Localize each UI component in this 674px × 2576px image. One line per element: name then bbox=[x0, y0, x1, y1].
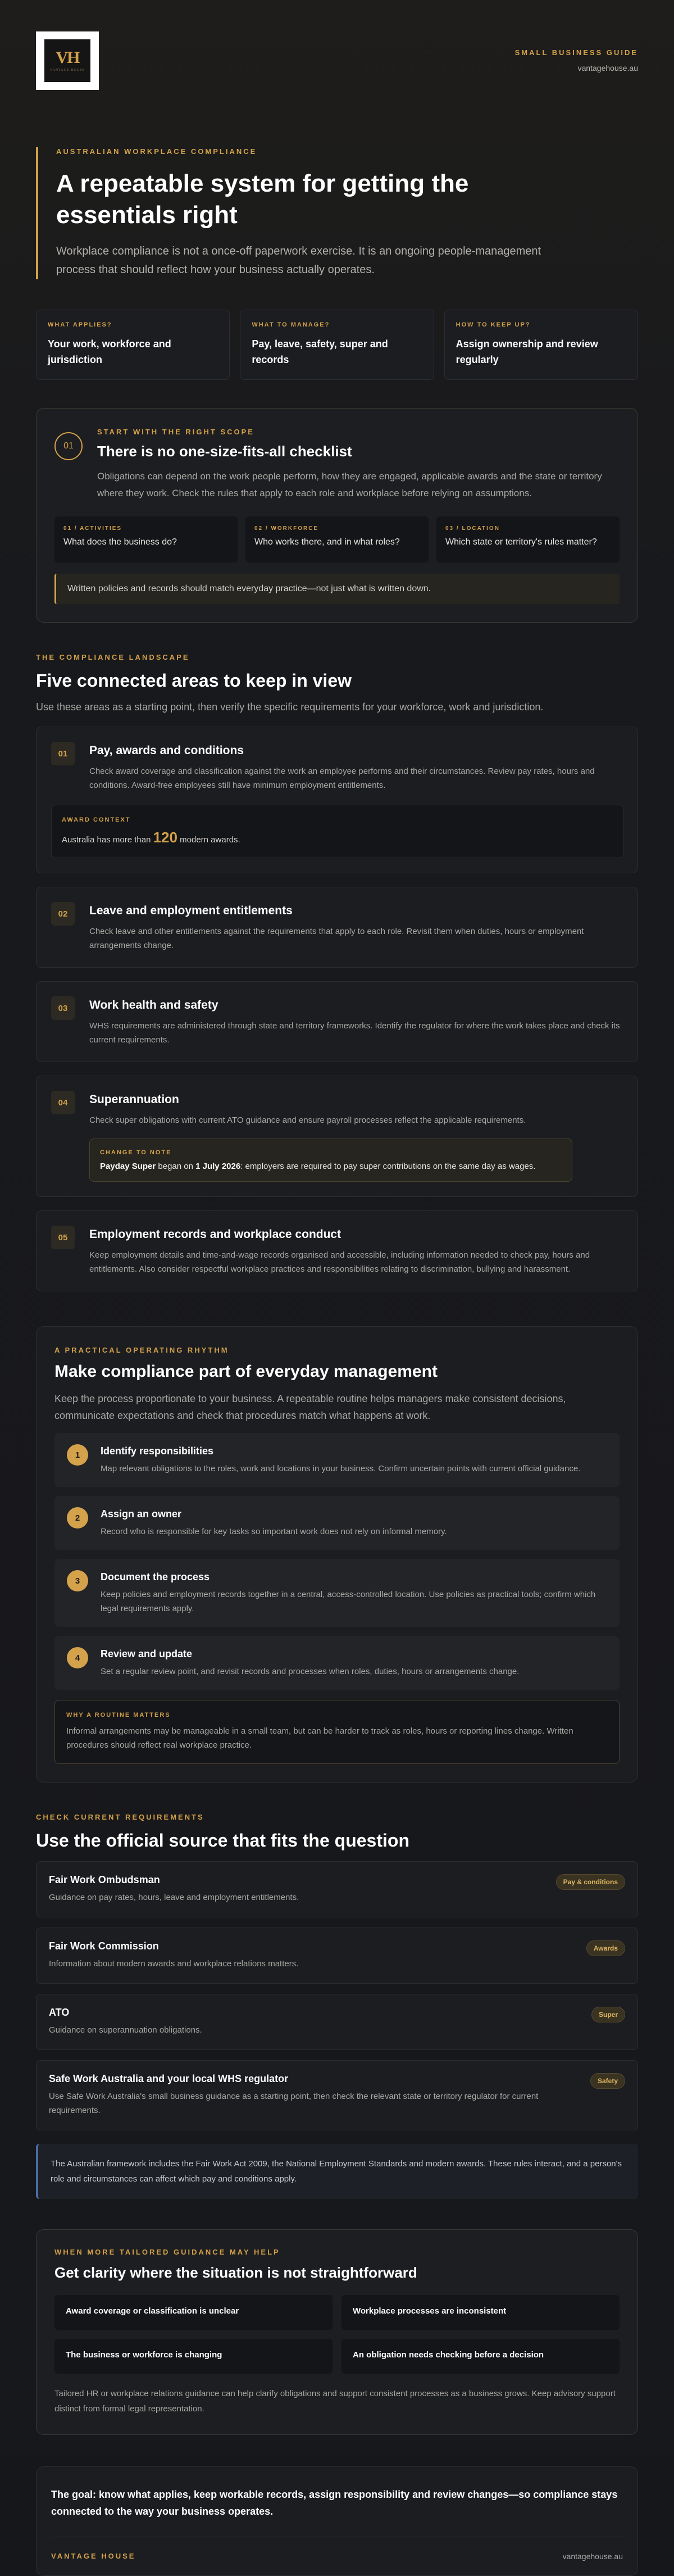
award-count: 120 bbox=[153, 829, 177, 846]
tailored-text: Tailored HR or workplace relations guidance can help clarify obligations and support consistent processes as a business grows. Keep advisory support distinct from formal legal representation. bbox=[54, 2389, 616, 2414]
summary-card-label: HOW TO KEEP UP? bbox=[456, 321, 531, 328]
award-context-text bbox=[62, 829, 613, 846]
step-number: 1 bbox=[67, 1444, 88, 1466]
framework-note: The Australian framework includes the Fair Work Act 2009, the National Employment Standards and modern awards. These rules interact, and a person's role and circumstances can affect which pay and conditions apply. bbox=[36, 2144, 638, 2199]
area-number: 04 bbox=[51, 1091, 75, 1114]
source-badge: Awards bbox=[586, 1940, 625, 1956]
rhythm-panel bbox=[36, 1326, 638, 1783]
area-text: Check super obligations with current ATO guidance and ensure payroll processes reflect the applicable requirements. bbox=[89, 1115, 526, 1125]
change-note-term: Payday Super bbox=[100, 1162, 156, 1171]
tailored-eyebrow: WHEN MORE TAILORED GUIDANCE MAY HELP bbox=[54, 2248, 280, 2256]
area-number: 05 bbox=[51, 1226, 75, 1249]
step-title: Document the process bbox=[101, 1571, 210, 1582]
area-text: Check award coverage and classification against the work an employee performs and their circumstances. Review pay rates, hours and conditions. Award-free employees still have minimum employment entitlements. bbox=[89, 767, 595, 790]
change-note-connector: began on bbox=[156, 1162, 196, 1171]
top-bar bbox=[36, 31, 638, 93]
step-title: Identify responsibilities bbox=[101, 1445, 214, 1457]
rhythm-title: Make compliance part of everyday management bbox=[54, 1362, 438, 1381]
scope-number: 01 bbox=[54, 432, 83, 460]
area-title: Superannuation bbox=[89, 1093, 179, 1106]
scope-eyebrow: START WITH THE RIGHT SCOPE bbox=[97, 428, 254, 436]
area-text: Check leave and other entitlements against the requirements that apply to each role. Revisit them when duties, hours or employment arrangements change. bbox=[89, 927, 584, 950]
logo-mark-icon: VH VANTAGE HOUSE bbox=[44, 39, 90, 82]
area-text: Keep employment details and time-and-wage records organised and accessible, including information needed to check pay, hours and entitlements. Also consider respectful workplace practices and responsibilities relating to discrimination, bullying and harassment. bbox=[89, 1250, 590, 1274]
why-routine bbox=[54, 1700, 620, 1764]
guide-label: SMALL BUSINESS GUIDE bbox=[514, 48, 638, 57]
change-note-label: CHANGE TO NOTE bbox=[100, 1149, 172, 1156]
sources-section bbox=[36, 1813, 638, 2199]
scope-cell bbox=[245, 516, 429, 563]
scope-cell-label: 02 / WORKFORCE bbox=[254, 525, 319, 532]
source-badge: Super bbox=[591, 2007, 625, 2022]
award-context-suffix: modern awards. bbox=[180, 835, 240, 845]
source-text: Guidance on pay rates, hours, leave and employment entitlements. bbox=[49, 1893, 299, 1902]
source-text: Guidance on superannuation obligations. bbox=[49, 2025, 202, 2035]
summary-card-label: WHAT APPLIES? bbox=[48, 321, 112, 328]
landscape-section bbox=[36, 653, 638, 1291]
footer-brand: VANTAGE HOUSE bbox=[51, 2552, 136, 2560]
step-item bbox=[54, 1496, 620, 1550]
award-context bbox=[51, 805, 624, 858]
step-title: Review and update bbox=[101, 1648, 193, 1659]
guide-meta bbox=[515, 31, 638, 72]
footer bbox=[36, 2466, 638, 2576]
step-number: 2 bbox=[67, 1507, 88, 1529]
source-card bbox=[36, 2060, 638, 2130]
area-number: 02 bbox=[51, 902, 75, 926]
scope-panel bbox=[36, 408, 638, 623]
change-note-detail: : employers are required to pay super contributions on the same day as wages. bbox=[240, 1162, 536, 1171]
source-name: Fair Work Commission bbox=[49, 1940, 159, 1952]
scope-head bbox=[54, 428, 620, 502]
source-badge: Safety bbox=[590, 2073, 625, 2089]
area-card bbox=[36, 1210, 638, 1291]
step-text: Keep policies and employment records together in a central, access-controlled location. Use policies as practical tools; confirm which legal requirements apply. bbox=[101, 1590, 596, 1613]
footer-goal: The goal: know what applies, keep workable records, assign responsibility and review changes—so compliance stays connected to the way your business operates. bbox=[51, 2489, 618, 2517]
step-text: Set a regular review point, and revisit records and processes when roles, duties, hours or arrangements change. bbox=[101, 1667, 520, 1676]
step-number: 3 bbox=[67, 1570, 88, 1591]
summary-card bbox=[240, 310, 434, 380]
why-text: Informal arrangements may be manageable in a small team, but can be harder to track as roles, hours or reporting lines change. Written procedures should reflect real workplace practice. bbox=[66, 1726, 573, 1750]
area-title: Pay, awards and conditions bbox=[89, 744, 244, 757]
scope-cell-label: 03 / LOCATION bbox=[445, 525, 500, 532]
area-number: 01 bbox=[51, 742, 75, 765]
summary-card-value: Your work, workforce and jurisdiction bbox=[48, 338, 171, 365]
summary-card bbox=[36, 310, 230, 380]
source-text: Use Safe Work Australia's small business guidance as a starting point, then check the relevant state or territory regulator for current requirements. bbox=[49, 2092, 539, 2115]
landscape-lead: Use these areas as a starting point, then verify the specific requirements for your workforce, work and jurisdiction. bbox=[36, 701, 544, 713]
sources-eyebrow: CHECK CURRENT REQUIREMENTS bbox=[36, 1813, 204, 1821]
step-text: Record who is responsible for key tasks so important work does not rely on informal memory. bbox=[101, 1527, 447, 1536]
summary-card bbox=[444, 310, 638, 380]
source-card bbox=[36, 1928, 638, 1984]
area-card bbox=[36, 1076, 638, 1197]
step-item bbox=[54, 1559, 620, 1627]
logo bbox=[36, 31, 99, 90]
tailored-title: Get clarity where the situation is not straightforward bbox=[54, 2264, 417, 2281]
guide-site: vantagehouse.au bbox=[577, 64, 638, 72]
scope-note: Written policies and records should match everyday practice—not just what is written down. bbox=[54, 574, 620, 604]
summary-cards bbox=[36, 310, 638, 380]
change-note bbox=[89, 1139, 572, 1182]
area-card bbox=[36, 981, 638, 1062]
scope-text: Obligations can depend on the work people perform, how they are engaged, applicable awards and the state or territory where they work. Check the rules that apply to each role and workplace before relying on assumptions. bbox=[97, 471, 602, 498]
area-number: 03 bbox=[51, 996, 75, 1020]
scope-cell bbox=[54, 516, 238, 563]
scope-title: There is no one-size-fits-all checklist bbox=[97, 443, 352, 460]
area-title: Work health and safety bbox=[89, 999, 218, 1012]
step-item bbox=[54, 1636, 620, 1690]
scope-cell-value: What does the business do? bbox=[63, 537, 177, 547]
scope-grid bbox=[54, 516, 620, 563]
scope-cell-value: Who works there, and in what roles? bbox=[254, 537, 400, 547]
summary-card-label: WHAT TO MANAGE? bbox=[252, 321, 330, 328]
area-card bbox=[36, 727, 638, 873]
area-title: Employment records and workplace conduct bbox=[89, 1228, 341, 1241]
step-item bbox=[54, 1433, 620, 1487]
award-context-label: AWARD CONTEXT bbox=[62, 817, 131, 823]
scope-cell-value: Which state or territory's rules matter? bbox=[445, 537, 597, 547]
source-name: ATO bbox=[49, 2007, 70, 2018]
change-note-text bbox=[100, 1162, 562, 1171]
area-card bbox=[36, 887, 638, 968]
sources-title: Use the official source that fits the question bbox=[36, 1830, 409, 1851]
tailored-cell: Award coverage or classification is unclear bbox=[54, 2295, 333, 2330]
scope-cell-label: 01 / ACTIVITIES bbox=[63, 525, 122, 532]
hero-intro: Workplace compliance is not a once-off paperwork exercise. It is an ongoing people-management process that should reflect how your business actually operates. bbox=[56, 245, 541, 276]
award-context-prefix: Australia has more than bbox=[62, 835, 151, 845]
hero-eyebrow: AUSTRALIAN WORKPLACE COMPLIANCE bbox=[56, 147, 257, 156]
step-number: 4 bbox=[67, 1647, 88, 1668]
summary-card-value: Assign ownership and review regularly bbox=[456, 338, 598, 365]
tailored-cell: The business or workforce is changing bbox=[54, 2339, 333, 2374]
area-title: Leave and employment entitlements bbox=[89, 904, 293, 917]
scope-cell bbox=[436, 516, 620, 563]
step-text: Map relevant obligations to the roles, work and locations in your business. Confirm uncertain points with current official guidance. bbox=[101, 1464, 581, 1473]
change-note-date: 1 July 2026 bbox=[195, 1162, 241, 1171]
source-text: Information about modern awards and workplace relations matters. bbox=[49, 1959, 299, 1969]
source-badge: Pay & conditions bbox=[556, 1874, 625, 1890]
landscape-eyebrow: THE COMPLIANCE LANDSCAPE bbox=[36, 653, 190, 661]
why-label: WHY A ROUTINE MATTERS bbox=[66, 1712, 171, 1718]
tailored-cell: An obligation needs checking before a decision bbox=[341, 2339, 620, 2374]
tailored-cell: Workplace processes are inconsistent bbox=[341, 2295, 620, 2330]
source-card bbox=[36, 1861, 638, 1917]
summary-card-value: Pay, leave, safety, super and records bbox=[252, 338, 388, 365]
source-name: Fair Work Ombudsman bbox=[49, 1874, 160, 1885]
source-name: Safe Work Australia and your local WHS regulator bbox=[49, 2073, 289, 2084]
tailored-panel bbox=[36, 2229, 638, 2435]
rhythm-eyebrow: A PRACTICAL OPERATING RHYTHM bbox=[54, 1346, 229, 1354]
step-title: Assign an owner bbox=[101, 1508, 182, 1520]
rhythm-lead: Keep the process proportionate to your business. A repeatable routine helps managers make consistent decisions, communicate expectations and check that procedures match what happens at work. bbox=[54, 1393, 566, 1421]
landscape-title: Five connected areas to keep in view bbox=[36, 670, 352, 691]
page-title: A repeatable system for getting the essentials right bbox=[56, 170, 469, 229]
footer-bottom bbox=[51, 2537, 623, 2561]
tailored-grid bbox=[54, 2295, 620, 2374]
area-text: WHS requirements are administered through state and territory frameworks. Identify the regulator for where the work takes place and check its current requirements. bbox=[89, 1021, 620, 1045]
hero bbox=[36, 147, 638, 279]
footer-site: vantagehouse.au bbox=[562, 2552, 623, 2561]
source-card bbox=[36, 1994, 638, 2050]
